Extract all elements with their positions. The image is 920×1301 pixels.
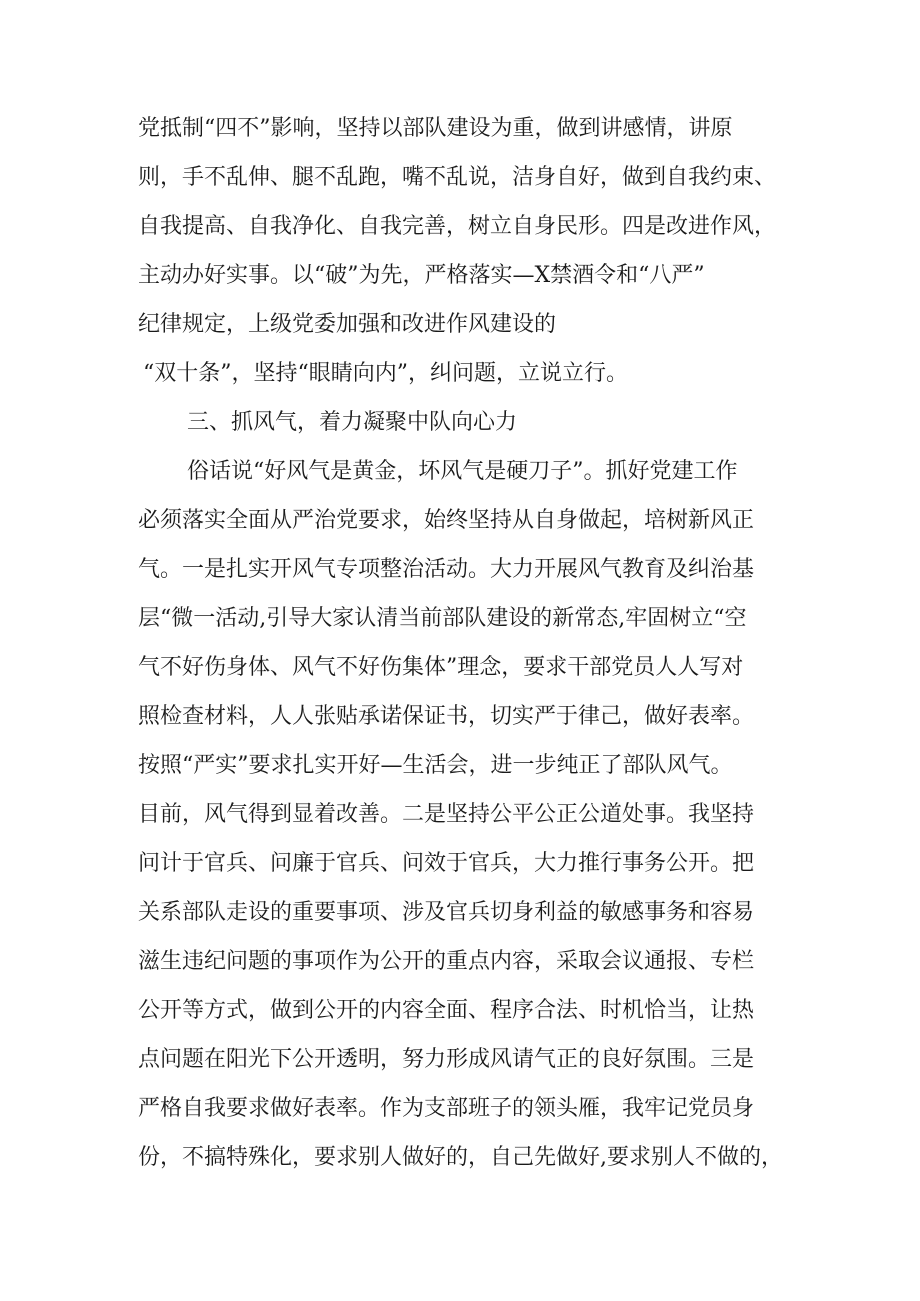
text-line: 主动办好实事。以“破”为先，严格落实—X禁酒令和“八严” [138, 263, 705, 288]
text-line: 点问题在阳光下公开透明，努力形成风请气正的良好氛围。三是 [138, 1047, 755, 1072]
text-line: 份，不搞特殊化，要求别人做好的，自己先做好,要求别人不做的， [138, 1145, 783, 1170]
paragraph-first-line: 俗话说“好风气是黄金，坏风气是硬刀子”。抓好党建工作 [187, 459, 738, 484]
text-line: 严格自我要求做好表率。作为支部班子的领头雁，我牢记党员身 [138, 1096, 755, 1121]
text-line: 必须落实全面从严治党要求，始终坚持从自身做起，培树新风正 [138, 508, 755, 533]
text-line: 照检查材料，人人张贴承诺保证书，切实严于律己，做好表率。 [138, 704, 755, 729]
text-line: 公开等方式，做到公开的内容全面、程序合法、时机恰当，让热 [138, 998, 755, 1023]
text-line: 纪律规定，上级党委加强和改进作风建设的 [138, 312, 557, 337]
text-line: 气不好伤身体、风气不好伤集体”理念，要求干部党员人人写对 [138, 655, 744, 680]
section-heading: 三、抓风气，着力凝聚中队向心力 [187, 410, 518, 435]
text-line: 气。一是扎实开风气专项整治活动。大力开展风气教育及纠治基 [138, 557, 755, 582]
text-line: 滋生违纪问题的事项作为公开的重点内容，采取会议通报、专栏 [138, 949, 755, 974]
text-line: 自我提高、自我净化、自我完善，树立自身民形。四是改进作风， [138, 214, 777, 239]
text-line: 党抵制“四不”影响，坚持以部队建设为重，做到讲感情，讲原 [138, 116, 733, 141]
text-line: 按照“严实”要求扎实开好—生活会，进一步纯正了部队风气。 [138, 753, 733, 778]
text-line: 目前，风气得到显着改善。二是坚持公平公正公道处事。我坚持 [138, 802, 755, 827]
text-line: “双十条”，坚持“眼睛向内”，纠问题，立说立行。 [143, 361, 628, 386]
text-line: 层“微一活动,引导大家认清当前部队建设的新常态,牢固树立“空 [138, 606, 747, 631]
text-line: 关系部队走设的重要事项、涉及官兵切身利益的敏感事务和容易 [138, 900, 755, 925]
text-line: 则，手不乱伸、腿不乱跑，嘴不乱说，洁身自好，做到自我约束、 [138, 165, 777, 190]
text-line: 问计于官兵、问廉于官兵、问效于官兵，大力推行事务公开。把 [138, 851, 755, 876]
